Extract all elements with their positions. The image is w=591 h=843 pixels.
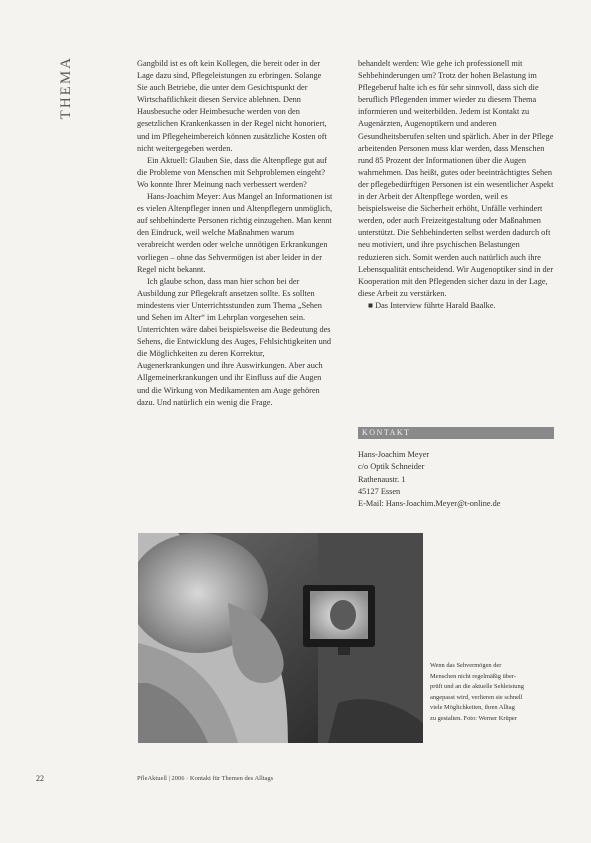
interview-answer: Hans-Joachim Meyer: Aus Mangel an Informationen ist es vielen Altenpfleger innen und Altenpflegern unmöglich, auf sehbehinderte Personen richtig einzugehen. Man kennt den Eindruck, weil welche Maßnahmen warum verabreicht werden oder welche unnötigen Erkrankungen vorliegen – ohne das Sehvermögen ist aber leider in der Regel nicht bekannt.	[137, 192, 333, 274]
kontakt-company: c/o Optik Schneider	[358, 462, 425, 472]
photo-illustration	[138, 533, 423, 743]
kontakt-email[interactable]: E-Mail: Hans-Joachim.Meyer@t-online.de	[358, 499, 501, 509]
caption-line: prüft und an die aktuelle Sehleistung	[430, 683, 524, 691]
paragraph: Gangbild ist es oft kein Kollegen, die bereit oder in der Lage dazu sind, Pflegeleistungen zu erbringen. Solange Sie auch Betriebe, die unter dem Gesichtspunkt der Wirtschaftlichkeit diesen Service ablehnen. Denn Hausbesuche oder Heimbesuche werden von den gesetzlichen Krankenkassen in der Regel nicht honoriert, und im Pflegeheimbereich können zusätzliche Kosten oft nicht weitergegeben werden.	[137, 59, 327, 153]
kontakt-name: Hans-Joachim Meyer	[358, 450, 430, 459]
interview-note	[358, 300, 554, 312]
kontakt-block	[358, 449, 558, 510]
publication-footer: PfleAktuell | 2006 · Kontakt für Themen des Alltags	[137, 775, 274, 782]
paragraph: behandelt werden: Wie gehe ich professionell mit Sehbehinderungen um? Trotz der hohen Belastung im Pflegeberuf halte ich es für sehr sinnvoll, dass sich die beruflich Pflegenden immer wieder zu diesem Thema informieren und weiterbilden. Jedem ist Kontakt zu Augenärzten, Augenoptikern und anderen Gesundheitsberufen selten und spärlich. Aber in der Pflege arbeitenden Personen muss klar werden, dass Menschen rund 85 Prozent der Informationen über die Augen wahrnehmen. Das heißt, gutes oder beeinträchtigtes Sehen der pflegebedürftigen Personen ist ein wesentlicher Aspekt in der Arbeit der Altenpflege worden, weil es beispielsweise die Sicherheit erhöht, Unfälle verhindert werden, oder auch Freizeitgestaltung oder Maßnahmen unterstützt. Die Sehbehinderten selbst werden dadurch oft neu motiviert, und ihre psychischen Belastungen reduzieren sich. Somit werden auch natürlich auch ihre Lebensqualität entscheidend. Wir Augenoptiker sind in der Kooperation mit den Pflegenden sicher dazu in der Lage, diese Arbeit zu verstärken.	[358, 59, 554, 298]
left-text-column	[137, 58, 333, 409]
caption-line: Menschen nicht regelmäßig über-	[430, 672, 516, 680]
caption-line: viele Möglichkeiten, ihren Alltag	[430, 704, 515, 712]
caption-line: zu gestalten. Foto: Werner Krüper	[430, 714, 517, 722]
interview-question: Ein Aktuell: Glauben Sie, dass die Altenpflege gut auf die Probleme von Menschen mit Sehproblemen eingeht? Wo konnte Ihrer Meinung nach verbessert werden?	[137, 155, 327, 189]
photo-elderly-person-tv	[138, 533, 423, 743]
bullet-icon: ■	[368, 300, 376, 310]
section-label: THEMA	[58, 56, 74, 120]
caption-line: Wenn das Sehvermögen der	[430, 662, 502, 669]
interview-note-text: Das Interview führte Harald Baalke.	[375, 300, 496, 310]
paragraph: Ich glaube schon, dass man hier schon bei der Ausbildung zur Pflegekraft ansetzen sollte. Es sollten mindestens vier Unterrichtsstunden zum Thema „Sehen und Sehen im Alter“ im Lehrplan vorgesehen sein. Unterrichten wäre dabei beispielsweise die Bedeutung des Sehens, die Entwicklung des Auges, Fehlsichtigkeiten und die Möglichkeiten zu deren Korrektur, Augenerkrankungen und ihre Auswirkungen. Aber auch Allgemeinerkrankungen und ihr Einfluss auf die Augen und die Wirkung von Medikamenten am Auge gehören dazu. Und natürlich ein wenig die Frage.	[137, 276, 332, 407]
photo-caption	[430, 661, 555, 725]
kontakt-city: 45127 Essen	[358, 486, 401, 496]
right-text-column	[358, 58, 554, 312]
kontakt-street: Rathenaustr. 1	[358, 474, 406, 484]
caption-line: angepasst wird, verlieren sie schnell	[430, 693, 523, 701]
kontakt-heading: KONTAKT	[358, 427, 554, 439]
page-number: 22	[36, 774, 44, 783]
